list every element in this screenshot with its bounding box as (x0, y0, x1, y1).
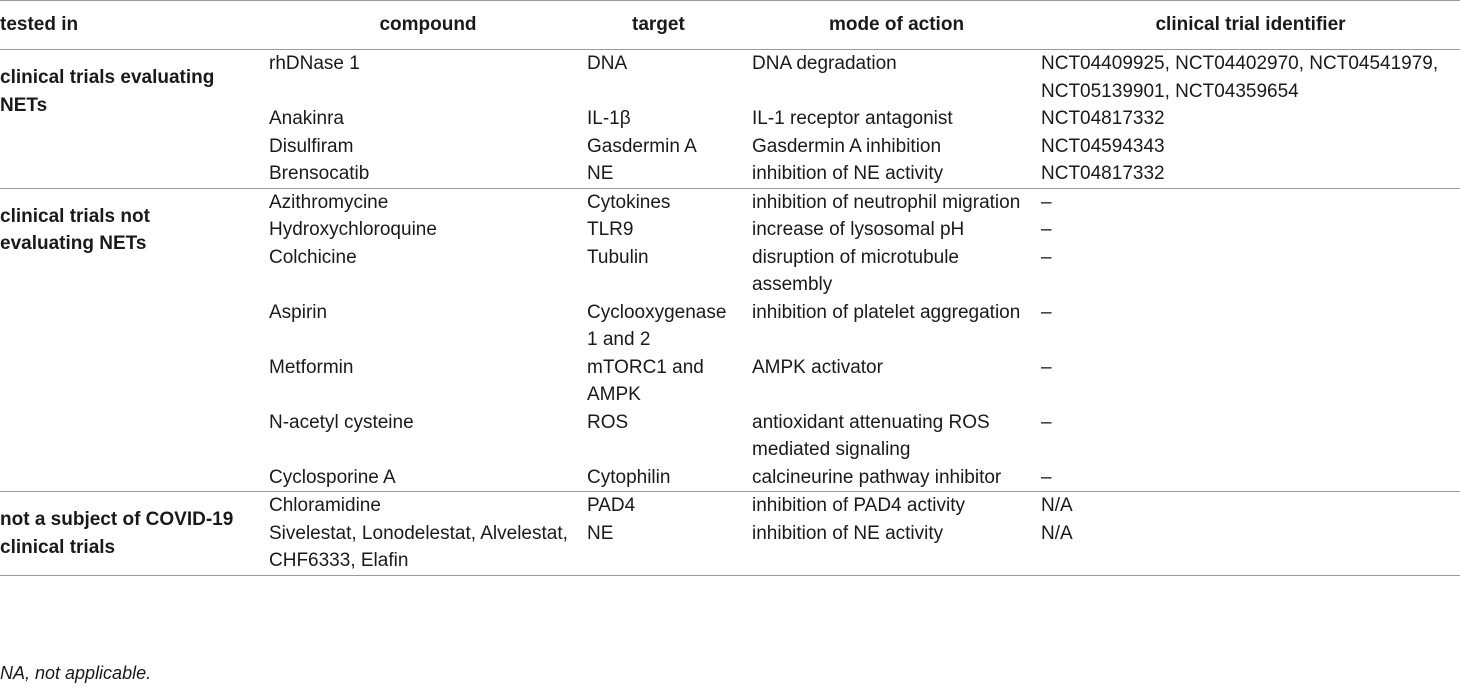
clinical-trial-identifier-cell: – (1041, 464, 1460, 492)
clinical-trial-identifier-cell: NCT04817332 (1041, 108, 1165, 129)
header-row (0, 1, 1460, 50)
mode-of-action-cell: disruption of microtubule assembly (752, 246, 959, 295)
target-cell: PAD4 (587, 495, 636, 516)
mode-of-action-cell: IL-1 receptor antagonist (752, 108, 953, 129)
target-cell: mTORC1 and AMPK (587, 356, 704, 405)
mode-of-action-cell: AMPK activator (752, 356, 883, 378)
compound-cell: Aspirin (269, 301, 328, 323)
target-cell: Cyclooxygenase 1 and 2 (587, 301, 727, 350)
compound-cell: Brensocatib (269, 160, 587, 188)
group-label: clinical trials evaluating NETs (0, 50, 269, 189)
clinical-trial-identifier-cell: – (1041, 246, 1052, 268)
target-cell: Cytokines (587, 191, 671, 213)
mode-of-action-cell: Gasdermin A inhibition (752, 135, 942, 157)
mode-of-action-cell: DNA degradation (752, 53, 897, 74)
header-clinical-trial-identifier: clinical trial identifier (1041, 1, 1460, 50)
mode-of-action-cell: antioxidant attenuating ROS mediated signaling (752, 411, 990, 460)
compound-cell: Disulfiram (269, 135, 354, 157)
clinical-trial-identifier-cell: NCT04817332 (1041, 160, 1460, 188)
target-cell: NE (587, 160, 752, 188)
clinical-trial-identifier-cell: N/A (1041, 495, 1073, 516)
header-compound: compound (269, 1, 587, 50)
compound-cell: N-acetyl cysteine (269, 411, 414, 433)
target-cell: Tubulin (587, 246, 649, 268)
compound-cell: Colchicine (269, 246, 357, 268)
group-label: not a subject of COVID-19 clinical trials (0, 492, 269, 576)
header-tested-in: tested in (0, 1, 269, 50)
mode-of-action-cell: inhibition of PAD4 activity (752, 495, 965, 516)
compound-cell: Cyclosporine A (269, 464, 587, 492)
table-footnote: NA, not applicable. (0, 663, 152, 683)
mode-of-action-cell: calcineurine pathway inhibitor (752, 464, 1041, 492)
clinical-trial-identifier-cell: NCT04409925, NCT04402970, NCT04541979, NCT05139901, NCT04359654 (1041, 53, 1439, 102)
mode-of-action-cell: inhibition of platelet aggregation (752, 301, 1021, 323)
table-body (0, 50, 1460, 576)
header-mode-of-action: mode of action (752, 1, 1041, 50)
mode-of-action-cell: inhibition of neutrophil migration (752, 191, 1021, 213)
clinical-trial-identifier-cell: – (1041, 356, 1052, 378)
compound-cell: Metformin (269, 356, 354, 378)
compound-cell: Anakinra (269, 108, 344, 129)
target-cell: ROS (587, 411, 629, 433)
group-label: clinical trials not evaluating NETs (0, 188, 269, 492)
header-target: target (587, 1, 752, 50)
clinical-trial-identifier-cell: – (1041, 411, 1052, 433)
clinical-trial-identifier-cell: – (1041, 219, 1052, 240)
compound-cell: Chloramidine (269, 495, 381, 516)
mode-of-action-cell: inhibition of NE activity (752, 520, 1041, 576)
compound-cell: rhDNase 1 (269, 53, 360, 74)
clinical-trial-identifier-cell: – (1041, 191, 1052, 213)
table-row (0, 492, 1460, 520)
target-cell: Gasdermin A (587, 135, 697, 157)
clinical-trial-identifier-cell: N/A (1041, 520, 1460, 576)
table-row (0, 188, 1460, 216)
clinical-trial-identifier-cell: NCT04594343 (1041, 135, 1165, 157)
mode-of-action-cell: increase of lysosomal pH (752, 219, 965, 240)
mode-of-action-cell: inhibition of NE activity (752, 160, 1041, 188)
table-row (0, 50, 1460, 106)
compound-cell: Sivelestat, Lonodelestat, Alvelestat, CHF6333, Elafin (269, 520, 587, 576)
table-header (0, 1, 1460, 50)
target-cell: DNA (587, 53, 628, 74)
target-cell: IL-1β (587, 108, 631, 129)
compound-cell: Hydroxychloroquine (269, 219, 437, 240)
compound-cell: Azithromycine (269, 191, 389, 213)
target-cell: TLR9 (587, 219, 634, 240)
clinical-trial-identifier-cell: – (1041, 301, 1052, 323)
target-cell: Cytophilin (587, 464, 752, 492)
target-cell: NE (587, 520, 752, 576)
